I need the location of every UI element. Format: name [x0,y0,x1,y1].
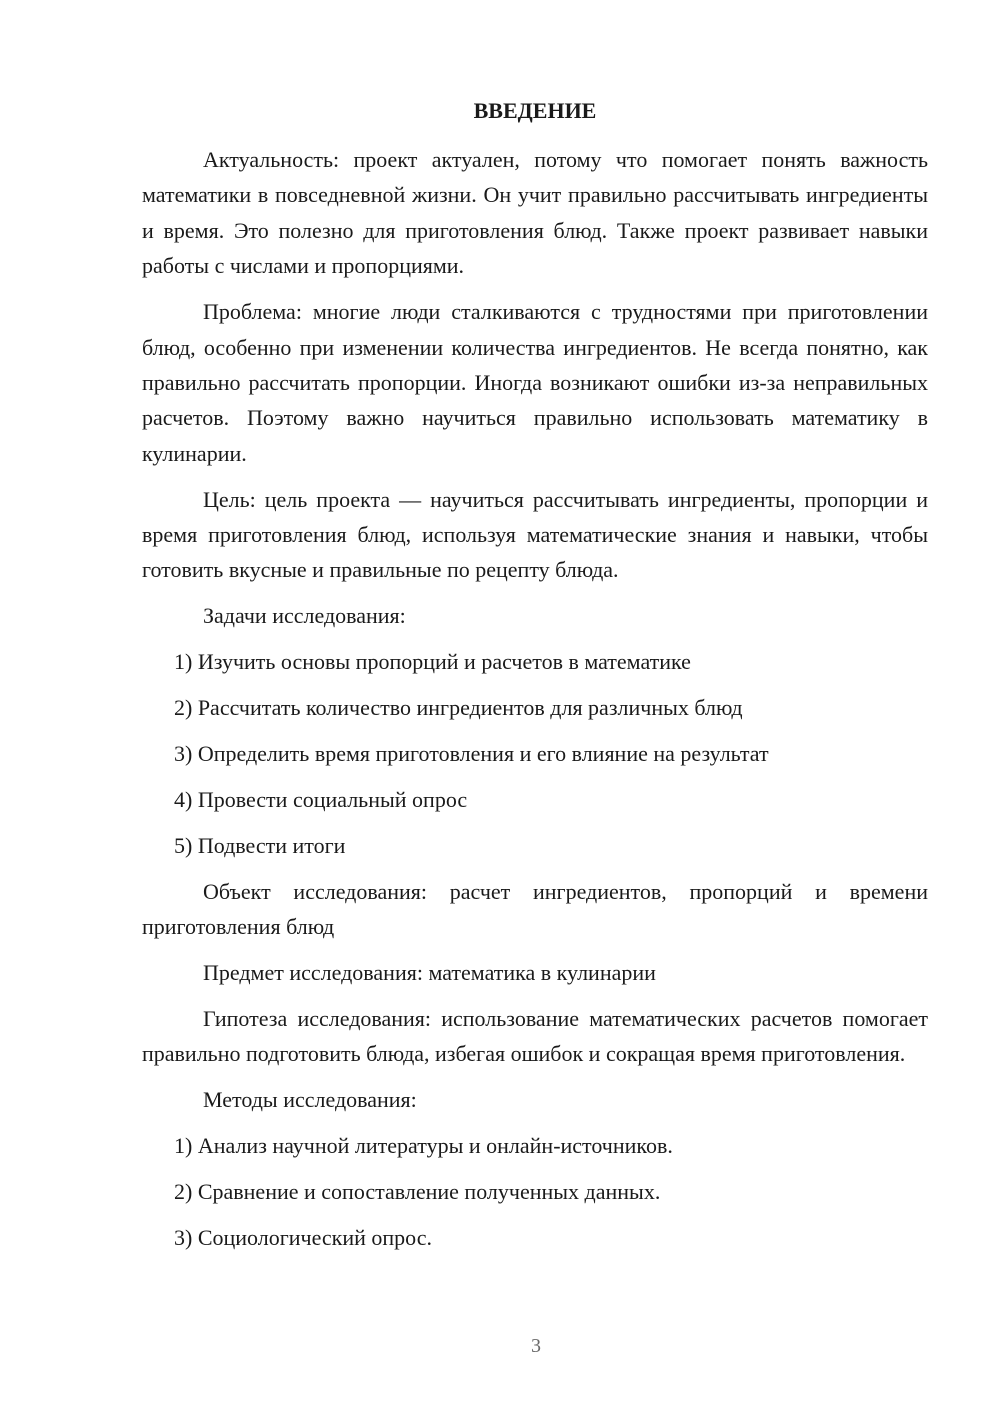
object-paragraph: Объект исследования: расчет ингредиентов, пропорций и времени приготовления блюд [142,878,928,940]
tasks-list [142,644,928,863]
method-item: 1) Анализ научной литературы и онлайн-источников. [174,1133,673,1159]
document-body [142,142,928,1266]
methods-heading: Методы исследования: [203,1087,417,1113]
method-item: 2) Сравнение и сопоставление полученных данных. [174,1179,661,1205]
subject-paragraph: Предмет исследования: математика в кулинарии [203,960,656,986]
methods-list [142,1128,928,1255]
page-title: ВВЕДЕНИЕ [473,98,597,123]
problem-paragraph: Проблема: многие люди сталкиваются с трудностями при приготовлении блюд, особенно при изменении количества ингредиентов. Не всегда понятно, как правильно рассчитать пропорции. Иногда возникают ошибки из-за неправильных расчетов. Поэтому важно научиться правильно использовать математику в кулинарии. [142,299,928,466]
tasks-heading: Задачи исследования: [203,603,406,629]
task-item: 1) Изучить основы пропорций и расчетов в математике [174,649,691,675]
task-item: 4) Провести социальный опрос [174,787,468,812]
relevance-paragraph: Актуальность: проект актуален, потому что помогает понять важность математики в повседневной жизни. Он учит правильно рассчитывать ингредиенты и время. Это полезно для приготовления блюд. Также проект развивает навыки работы с числами и пропорциями. [142,147,928,279]
hypothesis-paragraph: Гипотеза исследования: использование математических расчетов помогает правильно подготовить блюда, избегая ошибок и сокращая время приготовления. [142,1006,928,1067]
goal-paragraph: Цель: цель проекта — научиться рассчитывать ингредиенты, пропорции и время приготовления блюд, используя математические знания и навыки, чтобы готовить вкусные и правильные по рецепту блюда. [142,486,928,583]
task-item: 3) Определить время приготовления и его влияние на результат [174,741,769,767]
task-item: 2) Рассчитать количество ингредиентов для различных блюд [174,695,743,721]
method-item: 3) Социологический опрос. [174,1225,432,1251]
page-number: 3 [531,1335,541,1357]
task-item: 5) Подвести итоги [174,832,346,858]
